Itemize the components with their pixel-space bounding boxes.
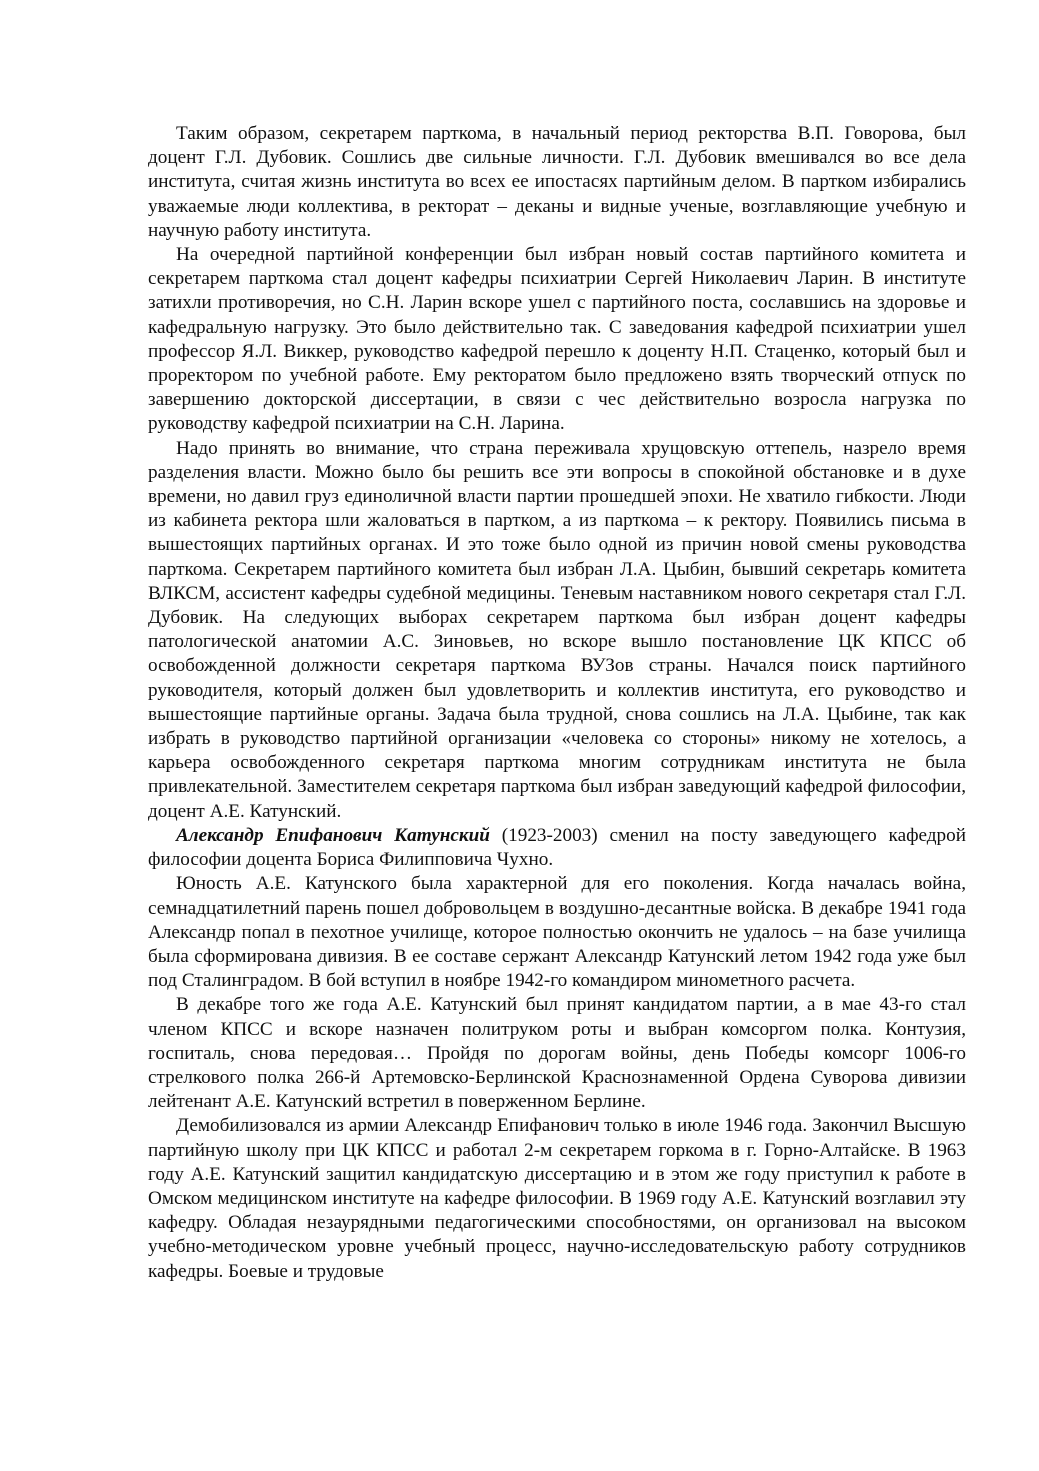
paragraph-6: В декабре того же года А.Е. Катунский был принят кандидатом партии, а в мае 43-го стал членом КПСС и вскоре назначен политруком роты и выбран комсоргом полка. Контузия, госпиталь, снова передовая… Пройдя по дорогам войны, день Победы комсорг 1006-го стрелкового полка 266-й Артемовско-Берлинской Краснознаменной Ордена Суворова дивизии лейтенант А.Е. Катунский встретил в поверженном Берлине. bbox=[148, 994, 966, 1113]
paragraph-4 bbox=[148, 824, 966, 872]
person-name-katunsky: Александр Епифанович Катунский bbox=[176, 824, 490, 846]
paragraph-2: На очередной партийной конференции был избран новый состав партийного комитета и секретарем парткома стал доцент кафедры психиатрии Сергей Николаевич Ларин. В институте затихли противоречия, но С.Н. Ларин вскоре ушел с партийного поста, сославшись на здоровье и кафедральную нагрузку. Это было действительно так. С заведования кафедрой психиатрии ушел профессор Я.Л. Виккер, руководство кафедрой перешло к доценту Н.П. Стаценко, который был и проректором по учебной работе. Ему ректоратом было предложено взять творческий отпуск по завершению докторской диссертации, в связи с чес действительно возросла нагрузка по руководству кафедрой психиатрии на С.Н. Ларина. bbox=[148, 244, 966, 435]
paragraph-7: Демобилизовался из армии Александр Епифанович только в июле 1946 года. Закончил Высшую партийную школу при ЦК КПСС и работал 2-м секретарем горкома в г. Горно-Алтайске. В 1963 году А.Е. Катунский защитил кандидатскую диссертацию и в этом же году приступил к работе в Омском медицинском институте на кафедре философии. В 1969 году А.Е. Катунский возглавил эту кафедру. Обладая незаурядными педагогическими способностями, он организовал на высоком учебно-методическом уровне учебный процесс, научно-исследовательскую работу сотрудников кафедры. Боевые и трудовые bbox=[148, 1115, 966, 1282]
paragraph-5: Юность А.Е. Катунского была характерной для его поколения. Когда началась война, семнадцатилетний парень пошел добровольцем в воздушно-десантные войска. В декабре 1941 года Александр попал в пехотное училище, которое полностью окончить не удалось – на базе училища была сформирована дивизия. В ее составе сержант Александр Катунский летом 1942 года уже был под Сталинградом. В бой вступил в ноябре 1942-го командиром минометного расчета. bbox=[148, 873, 966, 992]
document-page bbox=[148, 122, 966, 1284]
paragraph-3: Надо принять во внимание, что страна переживала хрущовскую оттепель, назрело время разделения власти. Можно было бы решить все эти вопросы в спокойной обстановке и в духе времени, но давил груз единоличной власти партии прошедшей эпохи. Не хватило гибкости. Люди из кабинета ректора шли жаловаться в партком, а из парткома – к ректору. Появились письма в вышестоящих партийных органах. И это тоже было одной из причин новой смены руководства парткома. Секретарем партийного комитета был избран Л.А. Цыбин, бывший секретарь комитета ВЛКСМ, ассистент кафедры судебной медицины. Теневым наставником нового секретаря стал Г.Л. Дубовик. На следующих выборах секретарем парткома был избран доцент кафедры патологической анатомии А.С. Зиновьев, но вскоре вышло постановление ЦК КПСС об освобожденной должности секретаря парткома ВУЗов страны. Начался поиск партийного руководителя, который должен был удовлетворить и коллектив института, его руководство и вышестоящие партийные органы. Задача была трудной, снова сошлись на Л.А. Цыбине, так как избрать в руководство партийной организации «человека со стороны» никому не хотелось, а карьера освобожденного секретаря парткома многим сотрудникам института не была привлекательной. Заместителем секретаря парткома был избран заведующий кафедрой философии, доцент А.Е. Катунский. bbox=[148, 437, 966, 822]
paragraph-1: Таким образом, секретарем парткома, в начальный период ректорства В.П. Говорова, был доцент Г.Л. Дубовик. Сошлись две сильные личности. Г.Л. Дубовик вмешивался во все дела института, считая жизнь института во всех ее ипостасях партийным делом. В партком избирались уважаемые люди коллектива, в ректорат – деканы и видные ученые, возглавляющие учебную и научную работу института. bbox=[148, 123, 966, 241]
paragraph-4-body: (1923-2003) сменил на посту заведующего кафедрой философии доцента Бориса Филипповича Чухно. bbox=[148, 824, 966, 871]
